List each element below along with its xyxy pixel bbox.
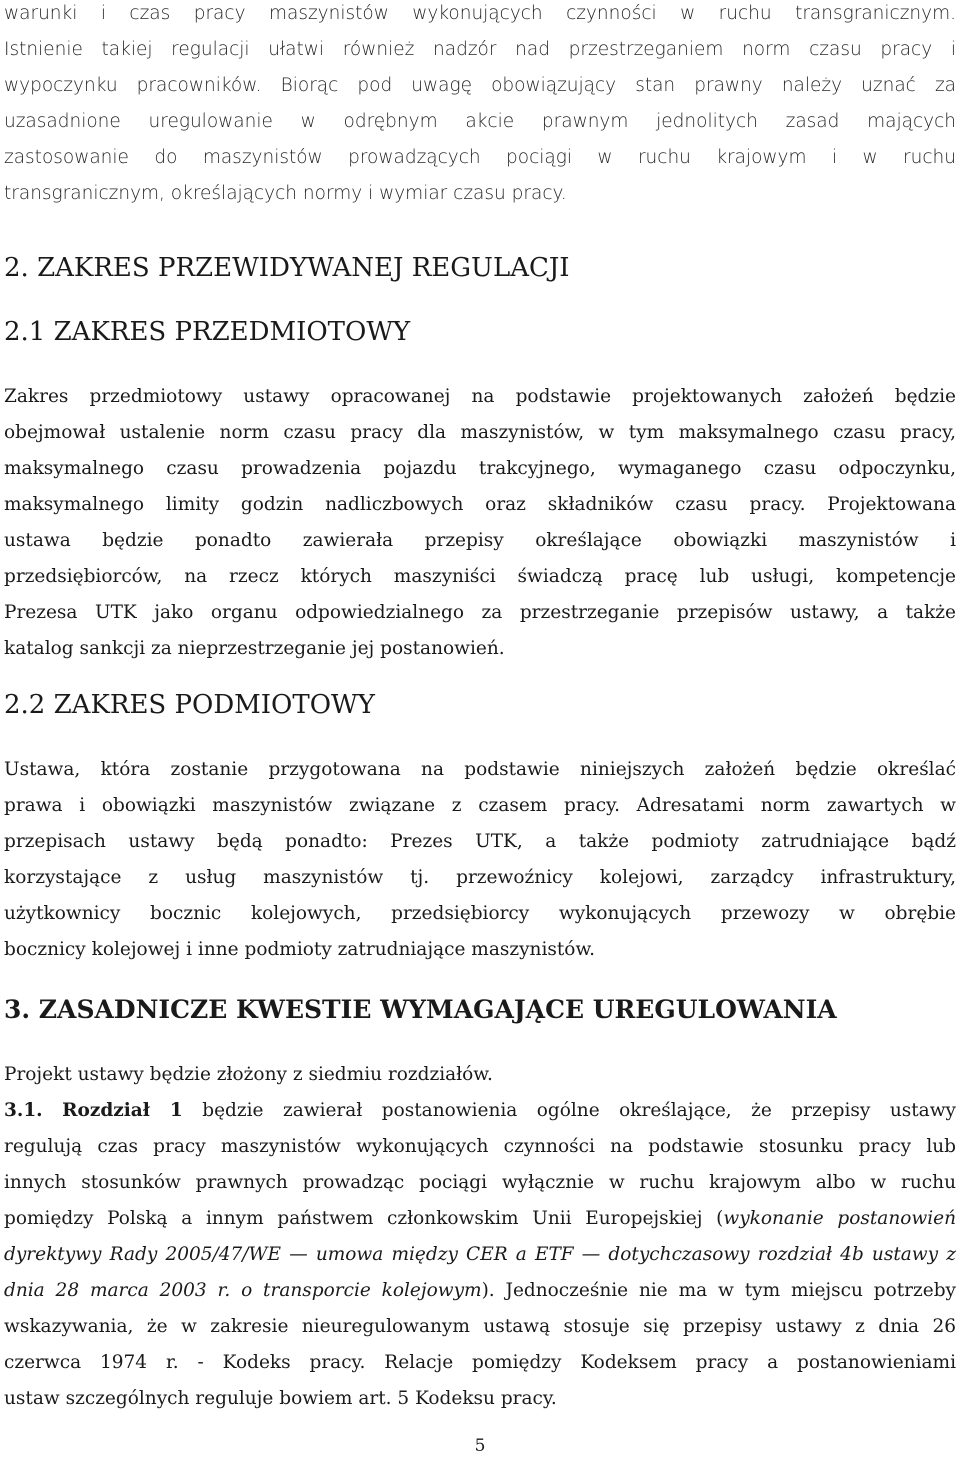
text-line: dyrektywy Rady 2005/47/WE — umowa między CER a ETF — dotychczasowy rozdział 4b ustawy z [4,1244,956,1265]
text-line: Istnienie takiej regulacji ułatwi również nadzór nad przestrzeganiem norm czasu pracy i [4,39,956,60]
text-line [4,1201,956,1237]
text-line: przedsiębiorców, na rzecz których maszyniści świadczą pracę lub usługi, kompetencje [4,566,956,587]
text-line: uzasadnione uregulowanie w odrębnym akcie prawnym jednolitych zasad mających [4,111,956,132]
paragraph-number: 3.1. [4,1100,43,1121]
text-line: czerwca 1974 r. - Kodeks pracy. Relacje pomiędzy Kodeksem pracy a postanowieniami [4,1352,956,1373]
text-line: Prezesa UTK jako organu odpowiedzialnego za przestrzeganie przepisów ustawy, a także [4,602,956,623]
text-line: Ustawa, która zostanie przygotowana na podstawie niniejszych założeń będzie określać [4,759,956,780]
section-2-2-heading: 2.2 ZAKRES PODMIOTOWY [4,690,375,720]
text-line: zastosowanie do maszynistów prowadzących pociągi w ruchu krajowym i w ruchu [4,147,956,168]
text-line: korzystające z usług maszynistów tj. przewoźnicy kolejowi, zarządcy infrastruktury, [4,867,956,888]
text-line: maksymalnego czasu prowadzenia pojazdu trakcyjnego, wymaganego czasu odpoczynku, [4,458,956,479]
section-3-heading: 3. ZASADNICZE KWESTIE WYMAGAJĄCE UREGULOWANIA [4,995,837,1024]
text-span: będzie zawierał postanowienia ogólne określające, że przepisy ustawy [182,1100,956,1121]
text-line: ustaw szczególnych reguluje bowiem art. 5 Kodeksu pracy. [4,1388,557,1409]
text-line: prawa i obowiązki maszynistów związane z czasem pracy. Adresatami norm zawartych w [4,795,956,816]
text-line: warunki i czas pracy maszynistów wykonujących czynności w ruchu transgranicznym. [4,3,956,24]
italic-span: wykonanie postanowień [723,1208,956,1229]
text-line [4,1273,956,1309]
intro-paragraph [4,0,956,212]
text-line: przepisach ustawy będą ponadto: Prezes UTK, a także podmioty zatrudniające bądź [4,831,956,852]
text-line: obejmował ustalenie norm czasu pracy dla maszynistów, w tym maksymalnego czasu pracy, [4,422,956,443]
text-span: ). Jednocześnie nie ma w tym miejscu potrzeby [481,1280,956,1301]
text-line: wskazywania, że w zakresie nieuregulowanym ustawą stosuje się przepisy ustawy z dnia 26 [4,1316,956,1337]
text-line: Zakres przedmiotowy ustawy opracowanej na podstawie projektowanych założeń będzie [4,386,956,407]
text-line: ustawa będzie ponadto zawierała przepisy określające obowiązki maszynistów i [4,530,956,551]
text-line: katalog sankcji za nieprzestrzeganie jej postanowień. [4,638,505,659]
section-2-2-paragraph [4,752,956,968]
section-3-1-paragraph [4,1093,956,1417]
chapter-label: Rozdział 1 [62,1100,183,1121]
text-line [4,1093,956,1129]
text-line: wypoczynku pracowników. Biorąc pod uwagę obowiązujący stan prawny należy uznać za [4,75,956,96]
text-line: regulują czas pracy maszynistów wykonujących czynności na podstawie stosunku pracy lub [4,1136,956,1157]
section-2-1-heading: 2.1 ZAKRES PRZEDMIOTOWY [4,317,411,347]
text-line: użytkownicy bocznic kolejowych, przedsiębiorcy wykonujących przewozy w obrębie [4,903,956,924]
text-line: innych stosunków prawnych prowadząc pociągi wyłącznie w ruchu krajowym albo w ruchu [4,1172,956,1193]
text-line: bocznicy kolejowej i inne podmioty zatrudniające maszynistów. [4,939,595,960]
section-3-intro [4,1057,956,1093]
text-line: Projekt ustawy będzie złożony z siedmiu rozdziałów. [4,1064,493,1085]
section-2-1-paragraph [4,379,956,667]
page-number: 5 [474,1436,486,1456]
section-2-heading: 2. ZAKRES PRZEWIDYWANEJ REGULACJI [4,253,570,283]
text-span: pomiędzy Polską a innym państwem członkowskim Unii Europejskiej ( [4,1208,724,1229]
text-line: maksymalnego limity godzin nadliczbowych oraz składników czasu pracy. Projektowana [4,494,956,515]
italic-span: dnia 28 marca 2003 r. o transporcie kolejowym [4,1280,482,1301]
text-line: transgranicznym, określających normy i wymiar czasu pracy. [4,183,567,204]
